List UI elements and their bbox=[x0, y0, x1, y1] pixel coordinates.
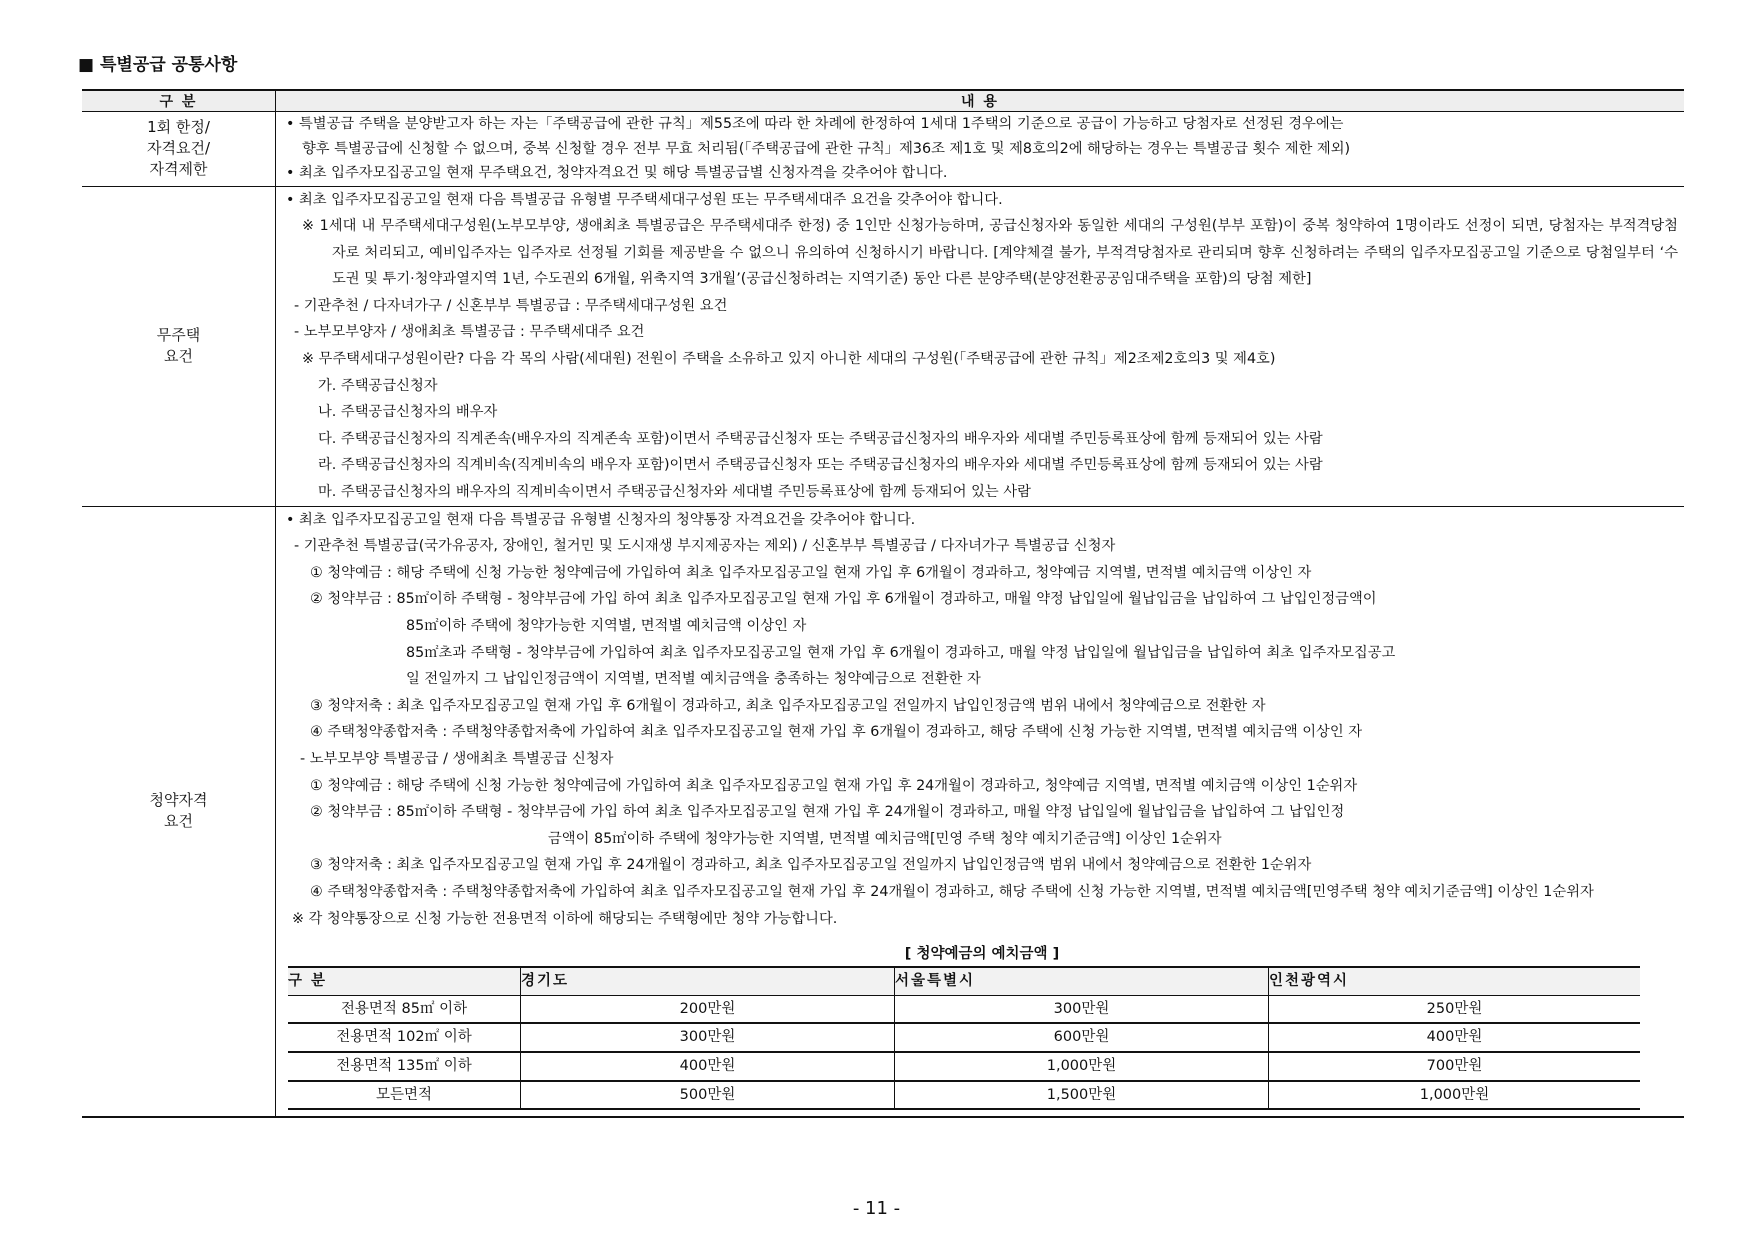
content-line: • 최초 입주자모집공고일 현재 다음 특별공급 유형별 신청자의 청약통장 자격요건을 갖추어야 합니다. bbox=[286, 511, 916, 528]
content-line: - 노부모부양 특별공급 / 생애최초 특별공급 신청자 bbox=[300, 750, 614, 767]
page-number: - 11 - bbox=[852, 1198, 901, 1219]
deposit-row bbox=[288, 1081, 1640, 1110]
deposit-seoul: 600만원 bbox=[895, 1023, 1269, 1052]
content-line: ① 청약예금 : 해당 주택에 신청 가능한 청약예금에 가입하여 최초 입주자모집공고일 현재 가입 후 24개월이 경과하고, 청약예금 지역별, 면적별 예치금액 이상인 1순위자 bbox=[310, 777, 1358, 794]
content-line: ④ 주택청약종합저축 : 주택청약종합저축에 가입하여 최초 입주자모집공고일 현재 가입 후 24개월이 경과하고, 해당 주택에 신청 가능한 지역별, 면적별 예치금액[민영주택 청약 예치기준금액] 이상인 1순위자 bbox=[310, 883, 1594, 900]
deposit-incheon: 1,000만원 bbox=[1269, 1081, 1641, 1110]
deposit-area: 전용면적 102㎡ 이하 bbox=[288, 1023, 521, 1052]
deposit-incheon: 250만원 bbox=[1269, 995, 1641, 1023]
content-line: • 최초 입주자모집공고일 현재 무주택요건, 청약자격요건 및 해당 특별공급별 신청자격을 갖추어야 합니다. bbox=[286, 165, 948, 181]
content-line: 일 전일까지 그 납입인정금액이 지역별, 면적별 예치금액을 충족하는 청약예금으로 전환한 자 bbox=[406, 671, 981, 688]
table-row bbox=[82, 506, 1684, 1117]
category-label: 청약자격 요건 bbox=[149, 791, 208, 831]
content-line: 라. 주택공급신청자의 직계비속(직계비속의 배우자 포함)이면서 주택공급신청자 또는 주택공급신청자의 배우자와 세대별 주민등록표상에 함께 등재되어 있는 사람 bbox=[318, 457, 1323, 474]
content-line: ③ 청약저축 : 최초 입주자모집공고일 현재 가입 후 6개월이 경과하고, 최초 입주자모집공고일 전일까지 납입인정금액 범위 내에서 청약예금으로 전환한 자 bbox=[310, 697, 1266, 714]
content-line: ※ 무주택세대구성원이란? 다음 각 목의 사람(세대원) 전원이 주택을 소유하고 있지 아니한 세대의 구성원(「주택공급에 관한 규칙」제2조제2호의3 및 제4호) bbox=[302, 351, 1276, 368]
deposit-header-row bbox=[288, 967, 1640, 995]
deposit-gyeonggi: 200만원 bbox=[521, 995, 895, 1023]
deposit-incheon: 400만원 bbox=[1269, 1023, 1641, 1052]
deposit-area: 전용면적 85㎡ 이하 bbox=[288, 995, 521, 1023]
deposit-area: 전용면적 135㎡ 이하 bbox=[288, 1052, 521, 1081]
deposit-seoul: 1,500만원 bbox=[895, 1081, 1269, 1110]
deposit-gyeonggi: 500만원 bbox=[521, 1081, 895, 1110]
row-category bbox=[82, 186, 276, 506]
header-content: 내 용 bbox=[276, 90, 1685, 112]
table-row bbox=[82, 186, 1684, 506]
content-line: 다. 주택공급신청자의 직계존속(배우자의 직계존속 포함)이면서 주택공급신청자 또는 주택공급신청자의 배우자와 세대별 주민등록표상에 함께 등재되어 있는 사람 bbox=[318, 430, 1323, 447]
row-content bbox=[276, 506, 1685, 1117]
category-label: 무주택 요건 bbox=[156, 326, 201, 366]
content-line: ① 청약예금 : 해당 주택에 신청 가능한 청약예금에 가입하여 최초 입주자모집공고일 현재 가입 후 6개월이 경과하고, 청약예금 지역별, 면적별 예치금액 이상인 자 bbox=[310, 564, 1312, 581]
row-category bbox=[82, 112, 276, 187]
content-line: - 기관추천 / 다자녀가구 / 신혼부부 특별공급 : 무주택세대구성원 요건 bbox=[294, 297, 728, 314]
content-line: 85㎡초과 주택형 - 청약부금에 가입하여 최초 입주자모집공고일 현재 가입 후 6개월이 경과하고, 매월 약정 납입일에 월납입금을 납입하여 최초 입주자모집공고 bbox=[406, 644, 1396, 661]
deposit-header-incheon: 인천광역시 bbox=[1269, 967, 1641, 995]
deposit-header-gyeonggi: 경기도 bbox=[521, 967, 895, 995]
content-note: ※ 1세대 내 무주택세대구성원(노부모부양, 생애최초 특별공급은 무주택세대주 한정) 중 1인만 신청가능하며, 공급신청자와 동일한 세대의 구성원(부부 포함)이 중복 청약하여 1명이라도 선정이 되면, 당첨자는 부적격당첨자로 처리되고, 예비입주자는 입주자로 선정될 기회를 제공받을 수 없으니 유의하여 신청하시기 바랍니다. [계약체결 불가, 부적격당첨자로 관리되며 향후 신청하려는 주택의 입주자모집공고일 기준으로 당첨일부터 ‘수도권 및 투기·청약과열지역 1년, 수도권외 6개월, 위축지역 3개월’(공급신청하려는 지역기준) 동안 다른 분양주택(분양전환공공임대주택을 포함)의 당첨 제한] bbox=[302, 218, 1678, 288]
content-note: ※ 각 청약통장으로 신청 가능한 전용면적 이하에 해당되는 주택형에만 청약 가능합니다. bbox=[292, 910, 838, 927]
header-category: 구 분 bbox=[82, 90, 276, 112]
content-line: • 최초 입주자모집공고일 현재 다음 특별공급 유형별 무주택세대구성원 또는 무주택세대주 요건을 갖추어야 합니다. bbox=[286, 191, 1003, 208]
deposit-gyeonggi: 300만원 bbox=[521, 1023, 895, 1052]
content-line: - 기관추천 특별공급(국가유공자, 장애인, 철거민 및 도시재생 부지제공자는 제외) / 신혼부부 특별공급 / 다자녀가구 특별공급 신청자 bbox=[294, 538, 1116, 555]
row-content bbox=[276, 186, 1685, 506]
deposit-header-seoul: 서울특별시 bbox=[895, 967, 1269, 995]
deposit-seoul: 300만원 bbox=[895, 995, 1269, 1023]
content-line: 마. 주택공급신청자의 배우자의 직계비속이면서 주택공급신청자와 세대별 주민등록표상에 함께 등재되어 있는 사람 bbox=[318, 484, 1031, 501]
deposit-table-caption: [ 청약예금의 예치금액 ] bbox=[904, 946, 1060, 963]
deposit-header-category: 구 분 bbox=[288, 967, 521, 995]
deposit-incheon: 700만원 bbox=[1269, 1052, 1641, 1081]
content-line: • 특별공급 주택을 분양받고자 하는 자는「주택공급에 관한 규칙」제55조에 따라 한 차례에 한정하여 1세대 1주택의 기준으로 공급이 가능하고 당첨자로 선정된 경우에는 bbox=[286, 116, 1344, 132]
content-line: ② 청약부금 : 85㎡이하 주택형 - 청약부금에 가입 하여 최초 입주자모집공고일 현재 가입 후 24개월이 경과하고, 매월 약정 납입일에 월납입금을 납입하여 그 납입인정 bbox=[310, 804, 1345, 821]
content-line: 가. 주택공급신청자 bbox=[318, 377, 438, 394]
table-header-row bbox=[82, 90, 1684, 112]
deposit-row bbox=[288, 1052, 1640, 1081]
content-line: ③ 청약저축 : 최초 입주자모집공고일 현재 가입 후 24개월이 경과하고, 최초 입주자모집공고일 전일까지 납입인정금액 범위 내에서 청약예금으로 전환한 1순위자 bbox=[310, 857, 1312, 874]
deposit-gyeonggi: 400만원 bbox=[521, 1052, 895, 1081]
content-line: 나. 주택공급신청자의 배우자 bbox=[318, 404, 498, 421]
deposit-row bbox=[288, 995, 1640, 1023]
row-content bbox=[276, 112, 1685, 187]
deposit-seoul: 1,000만원 bbox=[895, 1052, 1269, 1081]
section-title: ■ 특별공급 공통사항 bbox=[78, 55, 238, 75]
content-line: 향후 특별공급에 신청할 수 없으며, 중복 신청할 경우 전부 무효 처리됨(「주택공급에 관한 규칙」제36조 제1호 및 제8호의2에 해당하는 경우는 특별공급 횟수 제한 제외) bbox=[302, 140, 1351, 157]
table-row bbox=[82, 112, 1684, 187]
deposit-amount-table bbox=[288, 966, 1640, 1110]
content-line: ② 청약부금 : 85㎡이하 주택형 - 청약부금에 가입 하여 최초 입주자모집공고일 현재 가입 후 6개월이 경과하고, 매월 약정 납입일에 월납입금을 납입하여 그 납입인정금액이 bbox=[310, 591, 1377, 608]
deposit-row bbox=[288, 1023, 1640, 1052]
content-line: - 노부모부양자 / 생애최초 특별공급 : 무주택세대주 요건 bbox=[294, 324, 645, 341]
row-category bbox=[82, 506, 276, 1117]
content-line: 85㎡이하 주택에 청약가능한 지역별, 면적별 예치금액 이상인 자 bbox=[406, 618, 807, 634]
common-requirements-table bbox=[82, 89, 1684, 1118]
content-line: 금액이 85㎡이하 주택에 청약가능한 지역별, 면적별 예치금액[민영 주택 청약 예치기준금액] 이상인 1순위자 bbox=[548, 830, 1222, 847]
deposit-area: 모든면적 bbox=[288, 1081, 521, 1110]
content-line: ④ 주택청약종합저축 : 주택청약종합저축에 가입하여 최초 입주자모집공고일 현재 가입 후 6개월이 경과하고, 해당 주택에 신청 가능한 지역별, 면적별 예치금액 이상인 자 bbox=[310, 724, 1363, 741]
category-label: 1회 한정/ 자격요건/ 자격제한 bbox=[146, 118, 210, 179]
